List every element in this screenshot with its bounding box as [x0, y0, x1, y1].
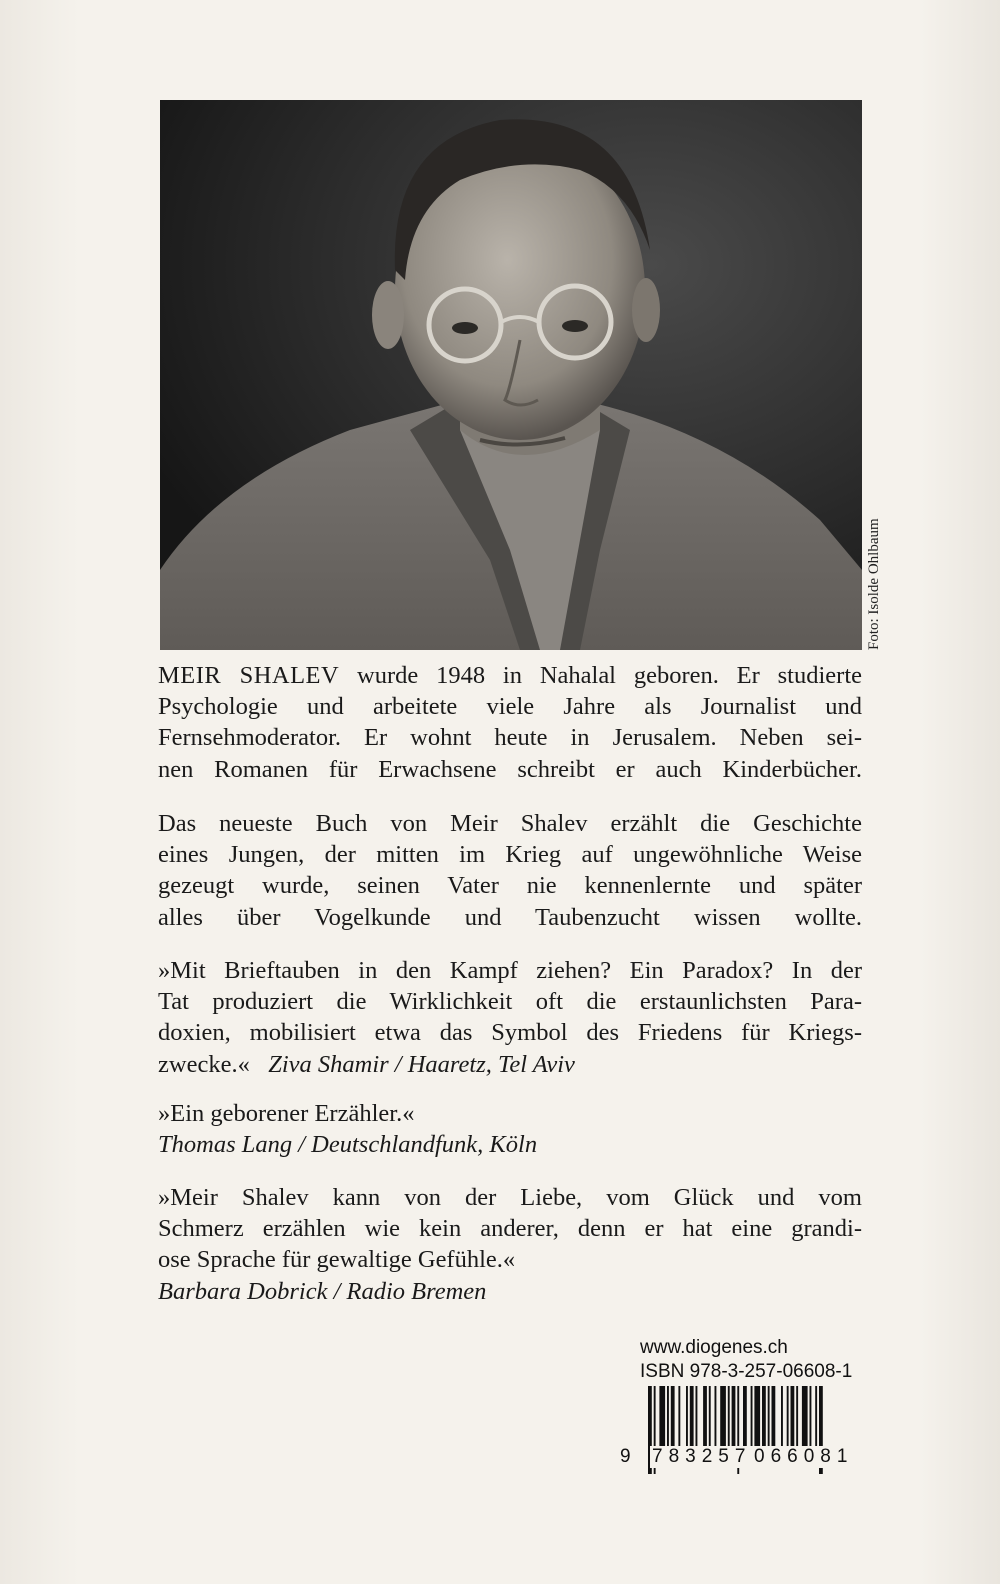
barcode-bar: [754, 1386, 760, 1448]
barcode-digits-right: 066081: [754, 1446, 854, 1467]
barcode-bar: [709, 1386, 711, 1448]
barcode-bar: [791, 1386, 795, 1448]
quote-line: »Meir Shalev kann von der Liebe, vom Glück und vom: [158, 1184, 862, 1211]
bio-line: Psychologie und arbeitete viele Jahre als Journalist und: [158, 693, 862, 721]
barcode-digits-left: 783257: [652, 1446, 752, 1467]
quote-source: Ziva Shamir / Haaretz, Tel Aviv: [268, 1050, 575, 1078]
blurb-line: alles über Vogelkunde und Taubenzucht wissen wollte.: [158, 903, 862, 931]
isbn-text: ISBN 978-3-257-06608-1: [640, 1361, 853, 1382]
quote-line: ose Sprache für gewaltige Gefühle.«: [158, 1246, 516, 1274]
quote-line: Tat produziert die Wirklichkeit oft die erstaunlichsten Para-: [158, 988, 862, 1016]
quote-source: Thomas Lang / Deutschlandfunk, Köln: [158, 1131, 538, 1159]
barcode-bar: [815, 1386, 817, 1448]
barcode-bar: [732, 1386, 736, 1448]
review-quote: [158, 1182, 862, 1307]
review-quote: [158, 955, 862, 1080]
author-name: MEIR SHALEV: [158, 662, 340, 689]
bio-line: nen Romanen für Erwachsene schreibt er auch Kinderbücher.: [158, 755, 862, 783]
barcode-bar: [762, 1386, 766, 1448]
barcode-bar: [802, 1386, 808, 1448]
book-blurb: [158, 808, 862, 933]
quote-line: Schmerz erzählen wie kein anderer, denn er hat eine grandi-: [158, 1215, 862, 1243]
blurb-line: eines Jungen, der mitten im Krieg auf ungewöhnliche Weise: [158, 841, 862, 869]
quote-source: Barbara Dobrick / Radio Bremen: [158, 1277, 487, 1305]
barcode-bar: [678, 1386, 680, 1448]
barcode-bar: [703, 1386, 707, 1448]
barcode-bar: [768, 1386, 770, 1448]
author-bio: [158, 660, 862, 785]
barcode-bar: [743, 1386, 747, 1448]
photo-credit: Foto: Isolde Ohlbaum: [866, 518, 882, 650]
barcode-bar: [787, 1386, 789, 1448]
bio-line: Fernsehmoderator. Er wohnt heute in Jerusalem. Neben sei-: [158, 724, 862, 752]
barcode-bar: [715, 1386, 717, 1448]
barcode-lead-digit: 9: [620, 1446, 631, 1467]
barcode-bar: [728, 1386, 730, 1448]
barcode-bar: [667, 1386, 669, 1448]
quote-line: »Mit Brieftauben in den Kampf ziehen? Ein Paradox? In der: [158, 957, 862, 984]
barcode-bar: [796, 1386, 798, 1448]
barcode-bar: [659, 1386, 665, 1448]
barcode-bar: [720, 1386, 726, 1448]
quote-line: doxien, mobilisiert etwa das Symbol des Friedens für Kriegs-: [158, 1019, 862, 1047]
review-quote: [158, 1098, 862, 1160]
author-portrait-photo: [160, 100, 862, 650]
barcode-bar: [751, 1386, 753, 1448]
barcode-bar: [686, 1386, 688, 1448]
barcode-bar: [781, 1386, 783, 1448]
publisher-url[interactable]: www.diogenes.ch: [640, 1337, 788, 1358]
portrait-illustration: [160, 100, 862, 650]
barcode-bar: [690, 1386, 694, 1448]
bio-line: MEIR SHALEV wurde 1948 in Nahalal geboren. Er studierte: [158, 662, 862, 689]
publisher-imprint: [640, 1336, 852, 1384]
barcode-bar: [810, 1386, 812, 1448]
quote-line: »Ein geborener Erzähler.«: [158, 1100, 415, 1127]
blurb-line: Das neueste Buch von Meir Shalev erzählt die Geschichte: [158, 810, 862, 837]
blurb-line: gezeugt wurde, seinen Vater nie kennenlernte und später: [158, 872, 862, 900]
quote-line: zwecke.« Ziva Shamir / Haaretz, Tel Aviv: [158, 1050, 575, 1078]
barcode-bar: [772, 1386, 776, 1448]
barcode-bar: [696, 1386, 698, 1448]
barcode-bar: [671, 1386, 675, 1448]
